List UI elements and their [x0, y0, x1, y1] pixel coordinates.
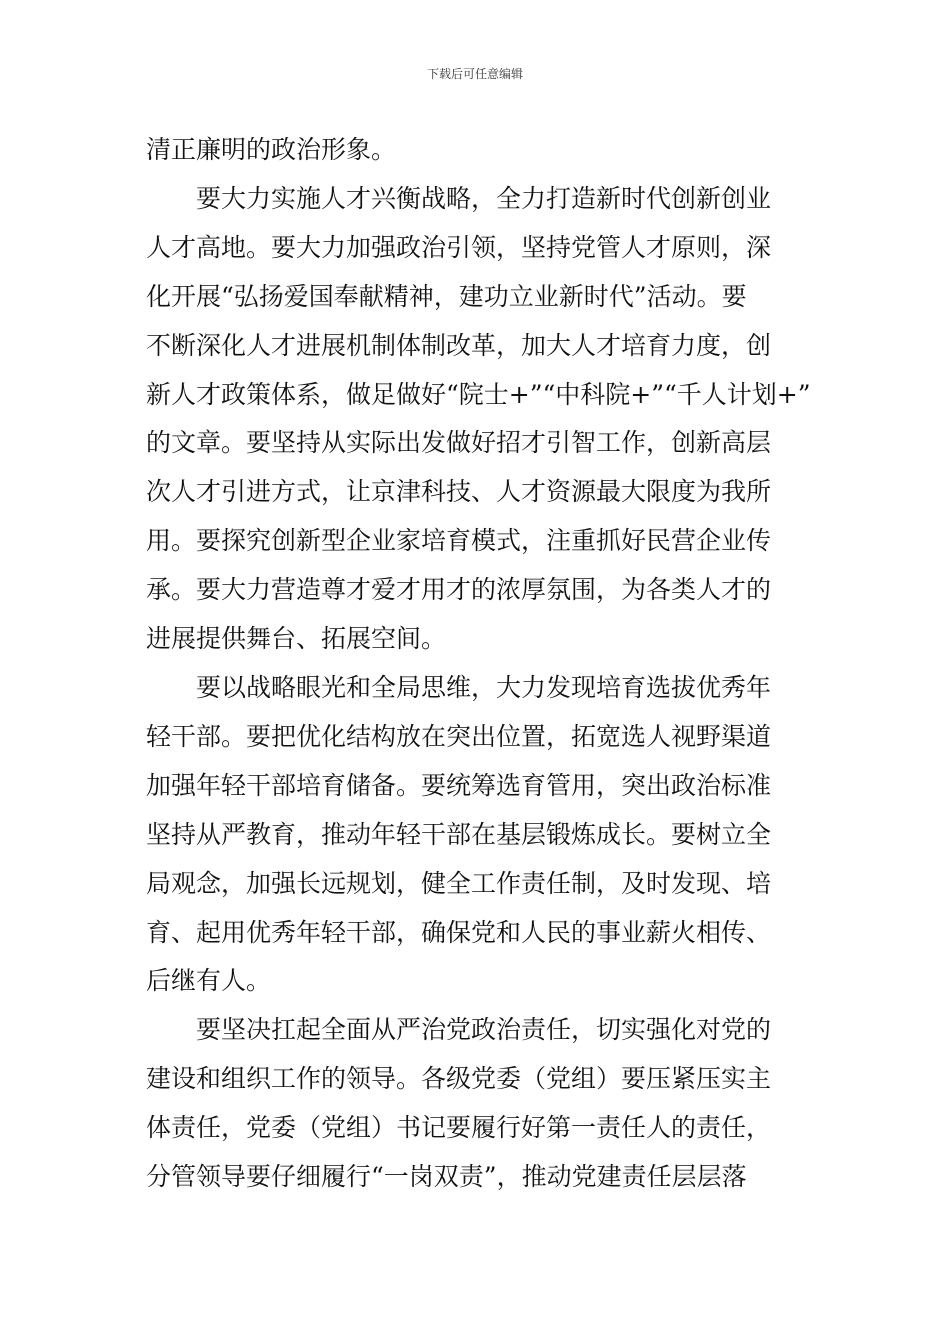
paragraph — [146, 1006, 806, 1202]
paragraph — [146, 175, 811, 664]
text-line: 次人才引进方式，让京津科技、人才资源最大限度为我所 — [146, 477, 772, 507]
text-line: 局观念，加强长远规划，健全工作责任制，及时发现、培 — [146, 868, 772, 898]
text-line: 分管领导要仔细履行“一岗双责”，推动党建责任层层落 — [146, 1162, 747, 1192]
page-header: 下载后可任意编辑 — [426, 67, 523, 81]
text-line: 体责任，党委（党组）书记要履行好第一责任人的责任， — [146, 1113, 772, 1143]
text-line: 坚持从严教育，推动年轻干部在基层锻炼成长。要树立全 — [146, 819, 772, 849]
text-line: 建设和组织工作的领导。各级党委（党组）要压紧压实主 — [146, 1064, 772, 1094]
text-line: 育、起用优秀年轻干部，确保党和人民的事业薪火相传、 — [146, 917, 772, 947]
text-line: 要坚决扛起全面从严治党政治责任，切实强化对党的 — [196, 1015, 772, 1045]
text-line: 后继有人。 — [146, 966, 272, 996]
text-line: 化开展“弘扬爱国奉献精神，建功立业新时代”活动。要 — [146, 281, 747, 311]
document-body — [146, 126, 811, 1202]
text-line: 承。要大力营造尊才爱才用才的浓厚氛围，为各类人才的 — [146, 575, 772, 605]
text-line: 清正廉明的政治形象。 — [146, 135, 397, 164]
paragraph — [146, 664, 806, 1006]
text-line: 用。要探究创新型企业家培育模式，注重抓好民营企业传 — [146, 526, 772, 556]
text-line: 不断深化人才进展机制体制改革，加大人才培育力度，创 — [146, 330, 772, 360]
text-line: 的文章。要坚持从实际出发做好招才引智工作，创新高层 — [146, 428, 772, 458]
text-line: 加强年轻干部培育储备。要统筹选育管用，突出政治标准 — [146, 770, 772, 800]
text-line: 轻干部。要把优化结构放在突出位置，拓宽选人视野渠道 — [146, 721, 772, 751]
text-line: 要大力实施人才兴衡战略，全力打造新时代创新创业 — [196, 183, 772, 213]
text-line: 新人才政策体系，做足做好“院士+”“中科院+”“千人计划+” — [146, 379, 811, 409]
text-line: 要以战略眼光和全局思维，大力发现培育选拔优秀年 — [196, 672, 772, 702]
text-line: 人才高地。要大力加强政治引领，坚持党管人才原则，深 — [146, 232, 772, 262]
paragraph — [146, 126, 806, 175]
text-line: 进展提供舞台、拓展空间。 — [146, 624, 447, 654]
